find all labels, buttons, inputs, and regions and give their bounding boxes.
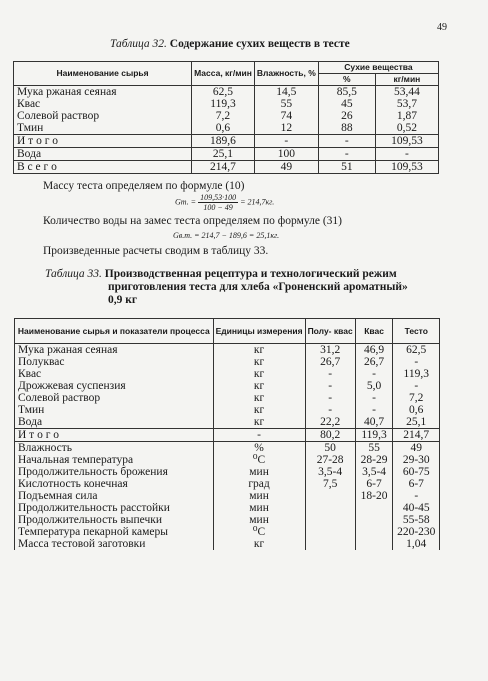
cell-name: Продолжительность брожения	[15, 466, 214, 478]
cell-kvas: 3,5-4	[355, 466, 393, 478]
cell-mass: 0,6	[192, 122, 255, 135]
cell-name: Продолжительность расстойки	[15, 502, 214, 514]
cell-dry_kg: -	[375, 148, 438, 161]
cell-name: Вода	[14, 148, 192, 161]
cell-mass: 189,6	[192, 135, 255, 148]
cell-polukvas	[305, 526, 355, 538]
cell-testo: -	[393, 490, 440, 502]
cell-name: Вода	[15, 416, 214, 429]
table-row	[15, 344, 440, 357]
cell-kvas: 46,9	[355, 344, 393, 357]
cell-dry_kg: 109,53	[375, 161, 438, 174]
table-row	[14, 86, 439, 99]
table33-caption	[45, 268, 455, 307]
cell-name: Мука ржаная сеяная	[15, 344, 214, 357]
table32-caption	[110, 38, 350, 50]
cell-testo: 220-230	[393, 526, 440, 538]
table-row	[14, 110, 439, 122]
cell-name: Масса тестовой заготовки	[15, 538, 214, 550]
cell-kvas	[355, 526, 393, 538]
cell-dry_pct: -	[318, 148, 375, 161]
cell-unit: ⁰С	[213, 454, 305, 466]
cell-dry_kg: 53,7	[375, 98, 438, 110]
cell-polukvas: 27-28	[305, 454, 355, 466]
cell-polukvas: 3,5-4	[305, 466, 355, 478]
t33-header-kvas: Квас	[355, 319, 393, 344]
mass-formula-intro: Массу теста определяем по формуле (10)	[43, 180, 245, 192]
cell-name: Дрожжевая суспензия	[15, 380, 214, 392]
table-row	[15, 466, 440, 478]
cell-kvas	[355, 514, 393, 526]
table33	[14, 318, 440, 550]
cell-polukvas: 26,7	[305, 356, 355, 368]
page-number: 49	[437, 22, 447, 33]
table-row	[15, 538, 440, 550]
table-row	[15, 442, 440, 455]
table33-body	[15, 344, 440, 551]
cell-unit: %	[213, 442, 305, 455]
cell-polukvas: -	[305, 392, 355, 404]
cell-name: Квас	[15, 368, 214, 380]
cell-polukvas: 50	[305, 442, 355, 455]
cell-kvas: 5,0	[355, 380, 393, 392]
cell-unit: кг	[213, 356, 305, 368]
cell-unit: мин	[213, 502, 305, 514]
cell-unit: кг	[213, 380, 305, 392]
cell-name: Полуквас	[15, 356, 214, 368]
cell-dry_pct: 45	[318, 98, 375, 110]
mass-formula-fraction	[198, 193, 238, 212]
cell-polukvas	[305, 490, 355, 502]
t32-header-dry-kg: кг/мин	[375, 74, 438, 86]
cell-dry_pct: 26	[318, 110, 375, 122]
cell-kvas: 18-20	[355, 490, 393, 502]
table33-caption-line3: 0,9 кг	[108, 294, 138, 306]
cell-kvas: -	[355, 404, 393, 416]
cell-mass: 25,1	[192, 148, 255, 161]
table-row	[15, 356, 440, 368]
cell-polukvas: 22,2	[305, 416, 355, 429]
cell-mass: 119,3	[192, 98, 255, 110]
cell-polukvas: -	[305, 368, 355, 380]
cell-testo: -	[393, 380, 440, 392]
cell-name: И т о г о	[14, 135, 192, 148]
cell-unit: град	[213, 478, 305, 490]
cell-kvas: 119,3	[355, 429, 393, 442]
table-row	[14, 161, 439, 174]
table-row	[15, 514, 440, 526]
cell-mass: 7,2	[192, 110, 255, 122]
cell-testo: 55-58	[393, 514, 440, 526]
cell-kvas: 55	[355, 442, 393, 455]
mass-formula	[175, 193, 274, 212]
cell-name: Мука ржаная сеяная	[14, 86, 192, 99]
table-row	[15, 526, 440, 538]
cell-kvas: 40,7	[355, 416, 393, 429]
cell-testo: 60-75	[393, 466, 440, 478]
cell-kvas	[355, 538, 393, 550]
table32-caption-label: Таблица 32.	[110, 38, 167, 50]
cell-testo: 25,1	[393, 416, 440, 429]
cell-moisture: 55	[254, 98, 318, 110]
table32-body	[14, 86, 439, 174]
cell-name: Солевой раствор	[15, 392, 214, 404]
cell-name: Тмин	[15, 404, 214, 416]
table-row	[15, 380, 440, 392]
cell-name: Кислотность конечная	[15, 478, 214, 490]
cell-unit: -	[213, 429, 305, 442]
cell-unit: мин	[213, 490, 305, 502]
water-formula: Gв.т. = 214,7 − 189,6 = 25,1кг.	[173, 231, 280, 240]
cell-testo: 7,2	[393, 392, 440, 404]
mass-formula-lhs: Gт. =	[175, 197, 197, 207]
cell-unit: кг	[213, 416, 305, 429]
cell-moisture: 14,5	[254, 86, 318, 99]
table33-caption-line2: приготовления теста для хлеба «Гроненский ароматный»	[108, 281, 408, 293]
table-row	[15, 416, 440, 429]
summary-text: Произведенные расчеты сводим в таблицу 33.	[43, 245, 269, 257]
table32-caption-title: Содержание сухих веществ в тесте	[169, 38, 350, 50]
table-row	[14, 122, 439, 135]
cell-name: В с е г о	[14, 161, 192, 174]
table33-caption-line1: Производственная рецептура и технологический режим	[104, 268, 397, 280]
cell-testo: 119,3	[393, 368, 440, 380]
mass-formula-rhs: = 214,7кг.	[240, 197, 275, 207]
cell-dry_kg: 0,52	[375, 122, 438, 135]
cell-name: Квас	[14, 98, 192, 110]
cell-moisture: 49	[254, 161, 318, 174]
cell-unit: мин	[213, 514, 305, 526]
cell-unit: кг	[213, 368, 305, 380]
cell-name: Влажность	[15, 442, 214, 455]
cell-kvas: 28-29	[355, 454, 393, 466]
cell-dry_pct: 85,5	[318, 86, 375, 99]
t32-header-dry: Сухие вещества	[318, 62, 438, 74]
cell-polukvas	[305, 538, 355, 550]
cell-name: Солевой раствор	[14, 110, 192, 122]
t33-header-testo: Тесто	[393, 319, 440, 344]
cell-testo: 29-30	[393, 454, 440, 466]
table-row	[15, 368, 440, 380]
cell-kvas: -	[355, 368, 393, 380]
cell-testo: 40-45	[393, 502, 440, 514]
cell-name: Температура пекарной камеры	[15, 526, 214, 538]
table-row	[14, 98, 439, 110]
cell-polukvas: 31,2	[305, 344, 355, 357]
cell-unit: ⁰С	[213, 526, 305, 538]
t32-header-mass: Масса, кг/мин	[192, 62, 255, 86]
cell-testo: -	[393, 356, 440, 368]
cell-mass: 62,5	[192, 86, 255, 99]
cell-testo: 0,6	[393, 404, 440, 416]
table-row	[15, 392, 440, 404]
table-row	[15, 502, 440, 514]
table-row	[14, 148, 439, 161]
cell-name: Тмин	[14, 122, 192, 135]
cell-polukvas: -	[305, 404, 355, 416]
cell-kvas	[355, 502, 393, 514]
cell-dry_pct: -	[318, 135, 375, 148]
cell-name: И т о г о	[15, 429, 214, 442]
t32-header-name: Наименование сырья	[14, 62, 192, 86]
cell-kvas: 26,7	[355, 356, 393, 368]
cell-unit: кг	[213, 404, 305, 416]
cell-unit: кг	[213, 392, 305, 404]
cell-testo: 1,04	[393, 538, 440, 550]
cell-polukvas	[305, 502, 355, 514]
table33-caption-label: Таблица 33.	[45, 268, 102, 280]
table32	[13, 61, 439, 174]
table-row	[15, 404, 440, 416]
cell-moisture: -	[254, 135, 318, 148]
cell-polukvas: 80,2	[305, 429, 355, 442]
cell-polukvas: 7,5	[305, 478, 355, 490]
cell-mass: 214,7	[192, 161, 255, 174]
cell-dry_pct: 88	[318, 122, 375, 135]
t33-header-unit: Единицы измерения	[213, 319, 305, 344]
cell-testo: 6-7	[393, 478, 440, 490]
cell-testo: 62,5	[393, 344, 440, 357]
table-row	[15, 429, 440, 442]
cell-dry_pct: 51	[318, 161, 375, 174]
cell-dry_kg: 53,44	[375, 86, 438, 99]
cell-testo: 49	[393, 442, 440, 455]
cell-polukvas: -	[305, 380, 355, 392]
table-row	[14, 135, 439, 148]
cell-moisture: 12	[254, 122, 318, 135]
cell-dry_kg: 109,53	[375, 135, 438, 148]
water-formula-intro: Количество воды на замес теста определяем по формуле (31)	[43, 215, 342, 227]
table-row	[15, 478, 440, 490]
t33-header-name: Наименование сырья и показатели процесса	[15, 319, 214, 344]
cell-name: Подъемная сила	[15, 490, 214, 502]
cell-moisture: 74	[254, 110, 318, 122]
table-row	[15, 490, 440, 502]
cell-moisture: 100	[254, 148, 318, 161]
cell-testo: 214,7	[393, 429, 440, 442]
cell-kvas: 6-7	[355, 478, 393, 490]
cell-unit: кг	[213, 538, 305, 550]
cell-name: Начальная температура	[15, 454, 214, 466]
cell-name: Продолжительность выпечки	[15, 514, 214, 526]
cell-dry_kg: 1,87	[375, 110, 438, 122]
cell-unit: мин	[213, 466, 305, 478]
t32-header-moisture: Влажность, %	[254, 62, 318, 86]
cell-polukvas	[305, 514, 355, 526]
cell-kvas: -	[355, 392, 393, 404]
cell-unit: кг	[213, 344, 305, 357]
t33-header-polukvas: Полу- квас	[305, 319, 355, 344]
t32-header-dry-pct: %	[318, 74, 375, 86]
mass-formula-numerator: 109,53·100	[200, 193, 237, 202]
table-row	[15, 454, 440, 466]
mass-formula-denominator: 100 − 49	[203, 203, 233, 212]
